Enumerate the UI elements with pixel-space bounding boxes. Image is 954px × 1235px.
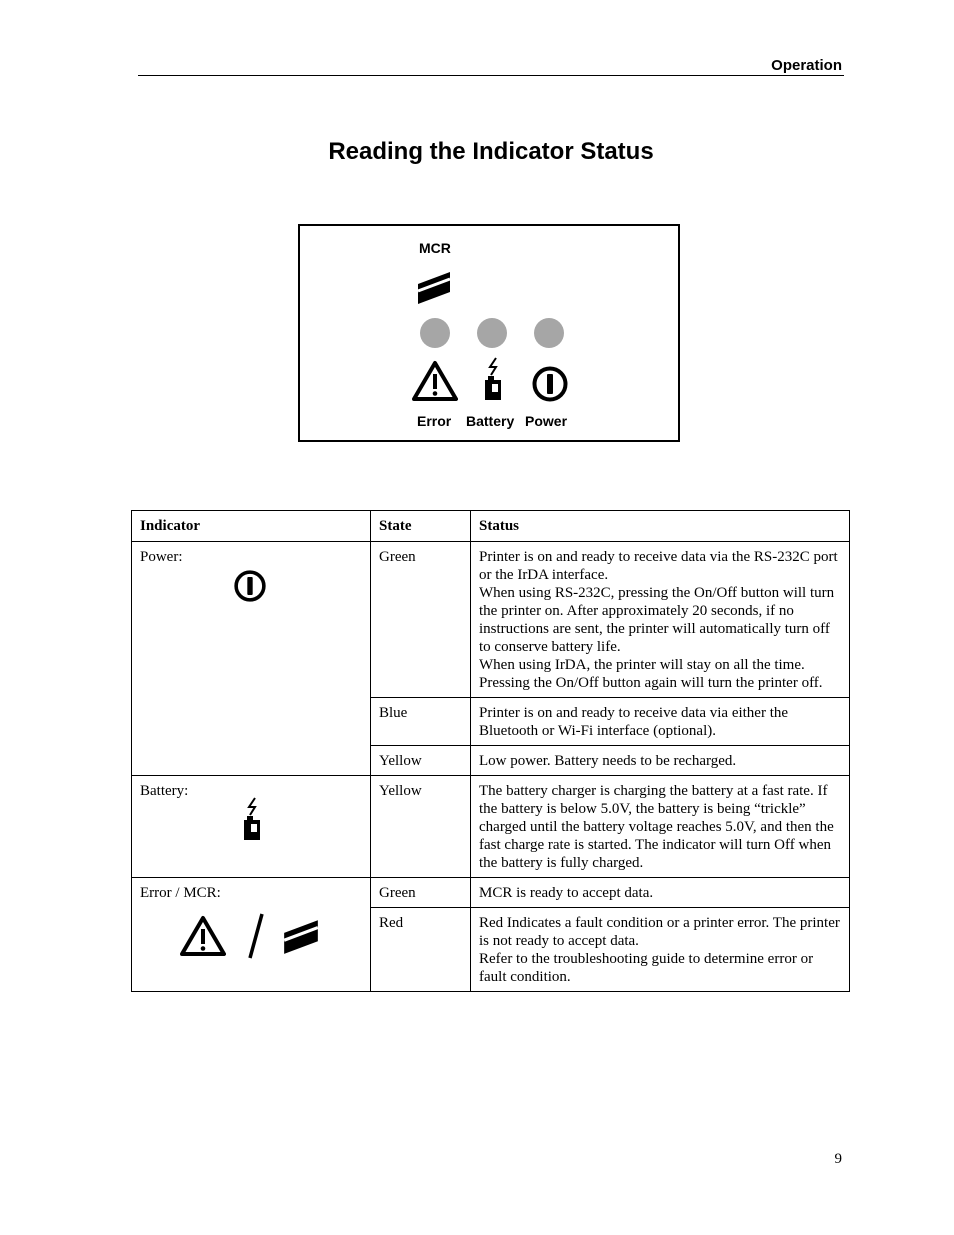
state-cell: Blue xyxy=(371,698,471,746)
error-led xyxy=(420,318,450,348)
header-state: State xyxy=(371,511,471,542)
page-title: Reading the Indicator Status xyxy=(328,138,654,165)
indicator-cell-power xyxy=(132,542,371,776)
status-cell xyxy=(471,698,850,746)
indicator-panel xyxy=(298,224,680,442)
mcr-label: MCR xyxy=(419,240,451,256)
status-line: When using RS-232C, pressing the On/Off button will turn the printer on. After approximately 20 seconds, if no instructions are sent, the printer will automatically turn off to conserve battery life. xyxy=(479,585,835,655)
status-line: Refer to the troubleshooting guide to determine error or fault condition. xyxy=(479,951,814,985)
indicator-table xyxy=(131,510,850,992)
state-cell: Yellow xyxy=(371,746,471,776)
table-row xyxy=(132,878,850,908)
state-cell: Green xyxy=(371,542,471,698)
state-cell: Green xyxy=(371,878,471,908)
indicator-cell-battery xyxy=(132,776,371,878)
status-cell xyxy=(471,776,850,878)
header-rule xyxy=(138,75,844,76)
battery-icon xyxy=(482,356,504,402)
slash-separator xyxy=(246,912,266,960)
status-cell xyxy=(471,542,850,698)
status-line: When using IrDA, the printer will stay on all the time. Pressing the On/Off button again will turn the printer off. xyxy=(479,657,823,691)
power-icon xyxy=(233,569,267,603)
page-number: 9 xyxy=(834,1151,842,1167)
state-cell: Yellow xyxy=(371,776,471,878)
state-cell: Red xyxy=(371,908,471,992)
power-label: Power xyxy=(525,413,568,429)
status-line: Printer is on and ready to receive data via either the Bluetooth or Wi-Fi interface (optional). xyxy=(479,705,789,739)
battery-icon xyxy=(241,796,263,842)
indicator-label-battery: Battery: xyxy=(140,783,189,799)
status-cell xyxy=(471,908,850,992)
power-icon xyxy=(531,365,569,403)
battery-led xyxy=(477,318,507,348)
status-cell xyxy=(471,878,850,908)
status-line: Red Indicates a fault condition or a printer error. The printer is not ready to accept data. xyxy=(479,915,840,949)
section-header: Operation xyxy=(771,57,842,74)
error-mcr-icons xyxy=(180,912,362,960)
table-header-row xyxy=(132,511,850,542)
status-line: Low power. Battery needs to be recharged. xyxy=(479,753,737,769)
indicator-label-power: Power: xyxy=(140,549,183,565)
status-cell xyxy=(471,746,850,776)
indicator-label-error: Error / MCR: xyxy=(140,885,221,901)
warning-icon xyxy=(180,915,226,957)
mcr-card-icon xyxy=(282,916,320,956)
error-label: Error xyxy=(417,413,452,429)
header-status: Status xyxy=(471,511,850,542)
battery-label: Battery xyxy=(466,413,515,429)
status-line: Printer is on and ready to receive data via the RS-232C port or the IrDA interface. xyxy=(479,549,838,583)
warning-icon xyxy=(412,360,458,402)
power-led xyxy=(534,318,564,348)
indicator-cell-error xyxy=(132,878,371,992)
mcr-card-icon xyxy=(416,268,452,306)
table-row xyxy=(132,542,850,698)
table-row xyxy=(132,776,850,878)
status-line: MCR is ready to accept data. xyxy=(479,885,654,901)
status-line: The battery charger is charging the battery at a fast rate. If the battery is below 5.0V, the battery is being “trickle” charged until the battery voltage reaches 5.0V, and then the fast charge rate is started. The indicator will turn Off when the battery is fully charged. xyxy=(479,783,834,871)
header-indicator: Indicator xyxy=(132,511,371,542)
